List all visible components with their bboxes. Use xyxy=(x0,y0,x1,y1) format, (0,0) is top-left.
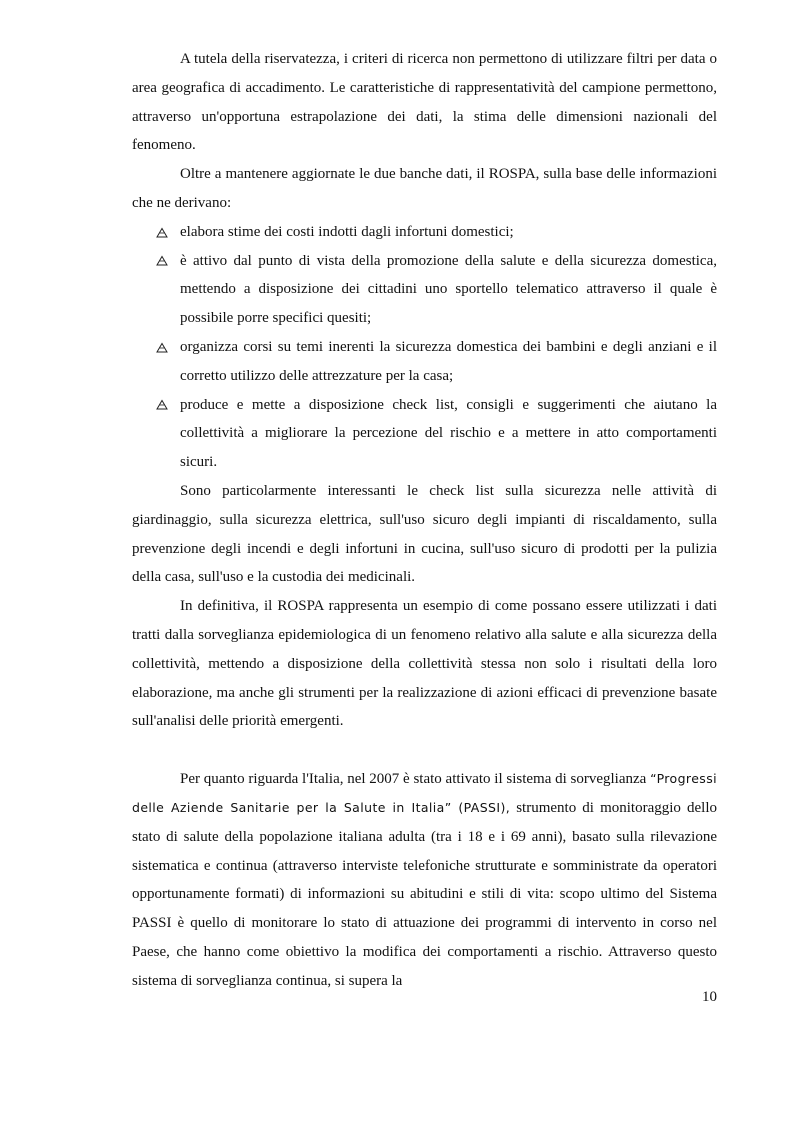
triangle-outline-icon xyxy=(156,391,170,420)
list-item-text: organizza corsi su temi inerenti la sicurezza domestica dei bambini e degli anziani e il corretto utilizzo delle attrezzature per la casa; xyxy=(180,338,717,384)
list-item xyxy=(132,333,717,391)
list-item-text: produce e mette a disposizione check list, consigli e suggerimenti che aiutano la collettività a migliorare la percezione del rischio e a mettere in atto comportamenti sicuri. xyxy=(180,396,717,471)
body-paragraph-passi xyxy=(132,765,717,995)
paragraph-spacer xyxy=(132,736,717,765)
text-run: Per quanto riguarda l'Italia, nel 2007 è stato attivato il sistema di sorveglianza xyxy=(180,771,651,788)
triangle-outline-icon xyxy=(156,218,170,247)
page-number: 10 xyxy=(702,989,717,1005)
triangle-outline-icon xyxy=(156,247,170,276)
bullet-list xyxy=(132,218,717,477)
body-paragraph: Oltre a mantenere aggiornate le due banche dati, il ROSPA, sulla base delle informazioni che ne derivano: xyxy=(132,166,717,211)
triangle-outline-icon xyxy=(156,333,170,362)
body-paragraph: A tutela della riservatezza, i criteri di ricerca non permettono di utilizzare filtri per data o area geografica di accadimento. Le caratteristiche di rappresentatività del campione permettono, attraverso un'opportuna estrapolazione dei dati, la stima delle dimensioni nazionali del fenomeno. xyxy=(132,51,717,154)
body-paragraph: Sono particolarmente interessanti le check list sulla sicurezza nelle attività di giardinaggio, sulla sicurezza elettrica, sull'uso sicuro degli impianti di riscaldamento, sulla prevenzione degli incendi e degli infortuni in cucina, sull'uso sicuro di prodotti per la pulizia della casa, sull'uso e la custodia dei medicinali. xyxy=(132,482,717,586)
text-run: strumento di monitoraggio dello stato di salute della popolazione italiana adulta (tra i 18 e i 69 anni), basato sulla rilevazione sistematica e continua (attraverso interviste telefoniche strutturate e somministrate da operatori opportunamente formati) di informazioni su abitudini e stili di vita: scopo ultimo del Sistema PASSI è quello di monitorare lo stato di attuazione dei programmi di intervento in corso nel Paese, che hanno come obiettivo la modifica dei comportamenti a rischio. Attraverso questo sistema di sorveglianza continua, si supera la xyxy=(132,799,717,989)
list-item-text: è attivo dal punto di vista della promozione della salute e della sicurezza domestica, mettendo a disposizione dei cittadini uno sportello telematico attraverso il quale è possibile porre specifici quesiti; xyxy=(180,252,717,327)
body-paragraph: In definitiva, il ROSPA rappresenta un esempio di come possano essere utilizzati i dati tratti dalla sorveglianza epidemiologica di un fenomeno relativo alla salute e alla sicurezza della collettività, mettendo a disposizione della collettività stessa non solo i risultati della loro elaborazione, ma anche gli strumenti per la realizzazione di azioni efficaci di prevenzione basate sull'analisi delle priorità emergenti. xyxy=(132,598,717,730)
list-item-text: elabora stime dei costi indotti dagli infortuni domestici; xyxy=(180,223,514,240)
list-item xyxy=(132,391,717,477)
passi-quote: “Progressi delle Aziende Sanitarie per la Salute in Italia” (PASSI), xyxy=(132,771,717,815)
document-page xyxy=(132,45,717,996)
list-item xyxy=(132,247,717,333)
list-item xyxy=(132,218,717,247)
